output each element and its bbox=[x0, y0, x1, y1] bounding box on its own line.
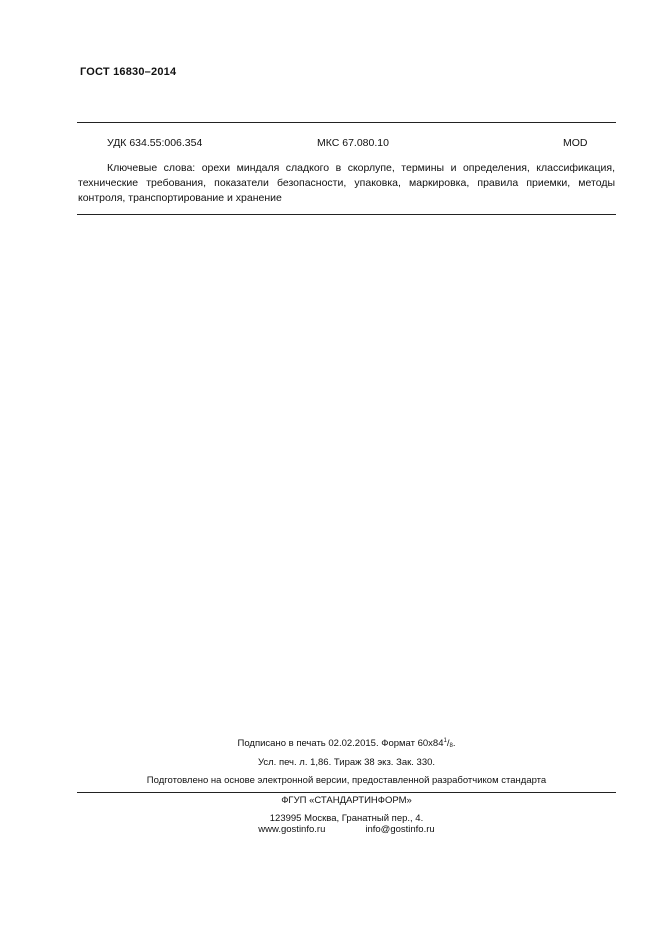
imprint-divider bbox=[77, 792, 616, 793]
website-link[interactable]: www.gostinfo.ru bbox=[258, 824, 326, 835]
top-divider bbox=[77, 122, 616, 123]
print-info-line: Усл. печ. л. 1,86. Тираж 38 экз. Зак. 330. bbox=[257, 757, 436, 768]
format-fraction-numerator: 1 bbox=[443, 738, 447, 744]
signed-suffix: . bbox=[452, 738, 456, 749]
signed-for-print-line bbox=[16, 738, 661, 749]
prepared-note-line: Подготовлено на основе электронной версии, предоставленной разработчиком стандарта bbox=[146, 775, 547, 786]
standard-code-header: ГОСТ 16830–2014 bbox=[80, 66, 177, 78]
udk-code: УДК 634.55:006.354 bbox=[107, 137, 203, 149]
mks-code: МКС 67.080.10 bbox=[317, 137, 389, 149]
publisher-name: ФГУП «СТАНДАРТИНФОРМ» bbox=[281, 795, 412, 806]
publisher-address: 123995 Москва, Гранатный пер., 4. bbox=[269, 813, 424, 824]
keywords-divider bbox=[77, 214, 616, 215]
format-fraction-denominator: 8 bbox=[449, 743, 453, 749]
classification-codes-row bbox=[0, 137, 661, 151]
publisher-contacts bbox=[16, 824, 661, 835]
format-fraction-slash: / bbox=[446, 738, 450, 749]
mod-label: MOD bbox=[563, 137, 588, 149]
email-link[interactable]: info@gostinfo.ru bbox=[365, 824, 435, 835]
keywords-paragraph: Ключевые слова: орехи миндаля сладкого в скорлупе, термины и определения, классификация, технические требования, показатели безопасности, упаковка, маркировка, правила приемки, методы контроля, транспортирование и хранение bbox=[78, 162, 615, 204]
signed-text: Подписано в печать 02.02.2015. Формат 60х84 bbox=[237, 738, 444, 749]
